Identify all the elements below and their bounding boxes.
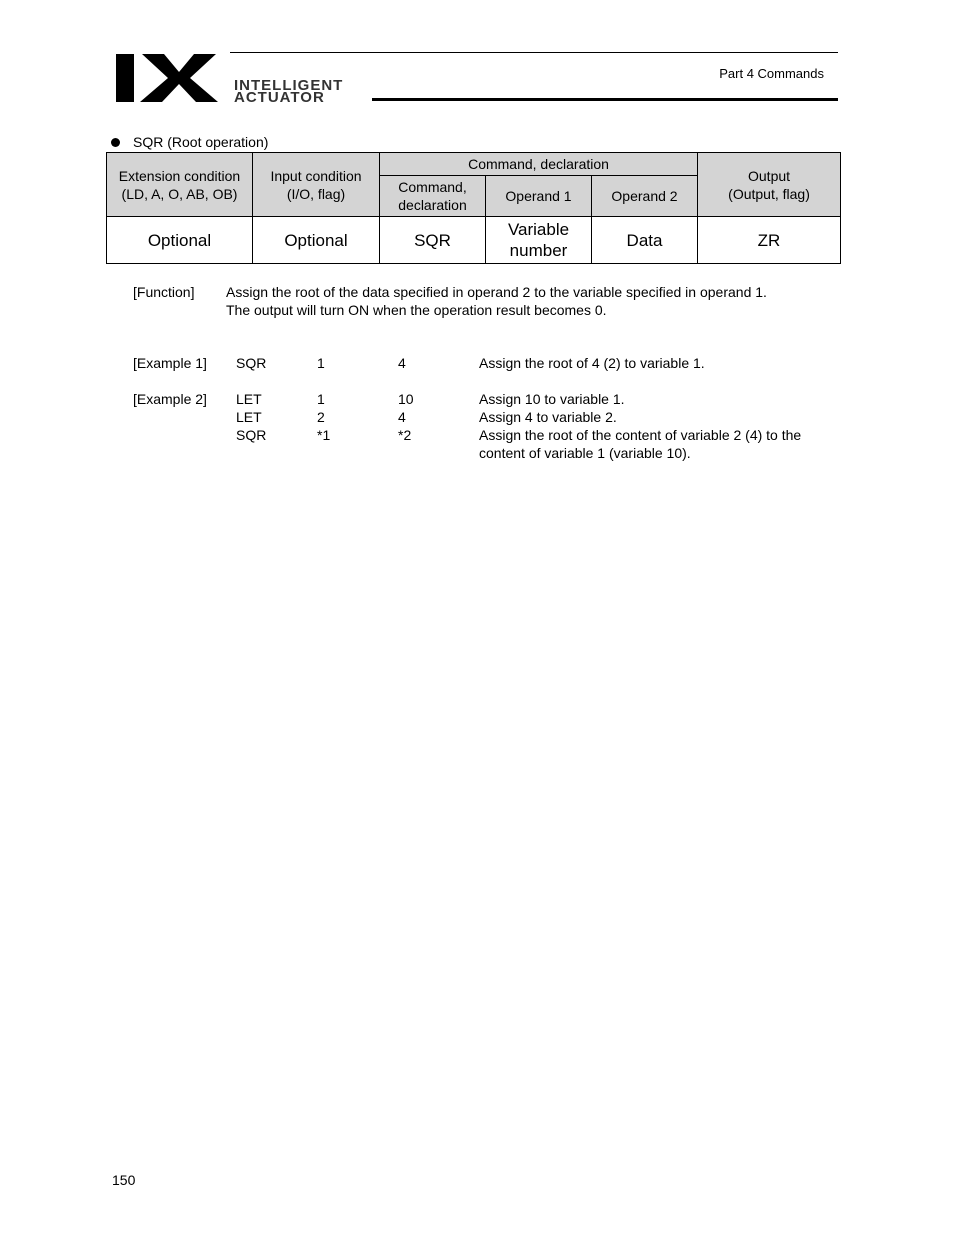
example2-label: [Example 2] [133, 391, 207, 407]
logo-text-actuator: ACTUATOR [234, 89, 325, 104]
header-command-declaration: Command, declaration [380, 176, 486, 217]
logo-text-intelligent: INTELLIGENT [234, 77, 344, 94]
example2-row2-description: Assign 4 to variable 2. [479, 409, 617, 425]
header-rule-top [230, 52, 838, 53]
example1-operand-2: 4 [398, 355, 406, 371]
part-label: Part 4 Commands [719, 66, 824, 81]
cell-input-condition: Optional [253, 217, 380, 264]
cell-operand-2: Data [592, 217, 698, 264]
section-title: SQR (Root operation) [133, 134, 269, 150]
header-output: Output (Output, flag) [698, 153, 841, 217]
header-operand-2: Operand 2 [592, 176, 698, 217]
table-row [107, 217, 841, 264]
example2-continuation: content of variable 1 (variable 10). [479, 445, 691, 461]
example1-command: SQR [236, 355, 267, 371]
example2-row1-command: LET [236, 391, 262, 407]
header-input-condition: Input condition (I/O, flag) [253, 153, 380, 217]
ix-logo-icon [116, 52, 396, 104]
example1-description: Assign the root of 4 (2) to variable 1. [479, 355, 705, 371]
intelligent-actuator-logo [116, 52, 396, 104]
example2-row3-description: Assign the root of the content of variable 2 (4) to the [479, 427, 802, 443]
function-line-1: Assign the root of the data specified in operand 2 to the variable specified in operand 1. [226, 284, 767, 300]
example1-operand-1: 1 [317, 355, 325, 371]
example2-row3-command: SQR [236, 427, 267, 443]
header-command-declaration-group: Command, declaration [380, 153, 698, 176]
bullet-icon [111, 138, 120, 147]
header-extension-condition: Extension condition (LD, A, O, AB, OB) [107, 153, 253, 217]
example2-row1-operand-2: 10 [398, 391, 414, 407]
command-table [106, 152, 841, 264]
example2-row3-operand-2: *2 [398, 427, 412, 443]
cell-command: SQR [380, 217, 486, 264]
example2-row1-description: Assign 10 to variable 1. [479, 391, 625, 407]
page-number: 150 [112, 1172, 136, 1188]
example1-label: [Example 1] [133, 355, 207, 371]
example2-row1-operand-1: 1 [317, 391, 325, 407]
function-label: [Function] [133, 284, 195, 300]
cell-output: ZR [698, 217, 841, 264]
header-operand-1: Operand 1 [486, 176, 592, 217]
function-line-2: The output will turn ON when the operation result becomes 0. [226, 302, 607, 318]
cell-extension-condition: Optional [107, 217, 253, 264]
example2-row2-command: LET [236, 409, 262, 425]
cell-operand-1: Variable number [486, 217, 592, 264]
example2-row2-operand-1: 2 [317, 409, 325, 425]
header-rule-bottom [372, 98, 838, 101]
example2-row2-operand-2: 4 [398, 409, 406, 425]
example2-row3-operand-1: *1 [317, 427, 331, 443]
